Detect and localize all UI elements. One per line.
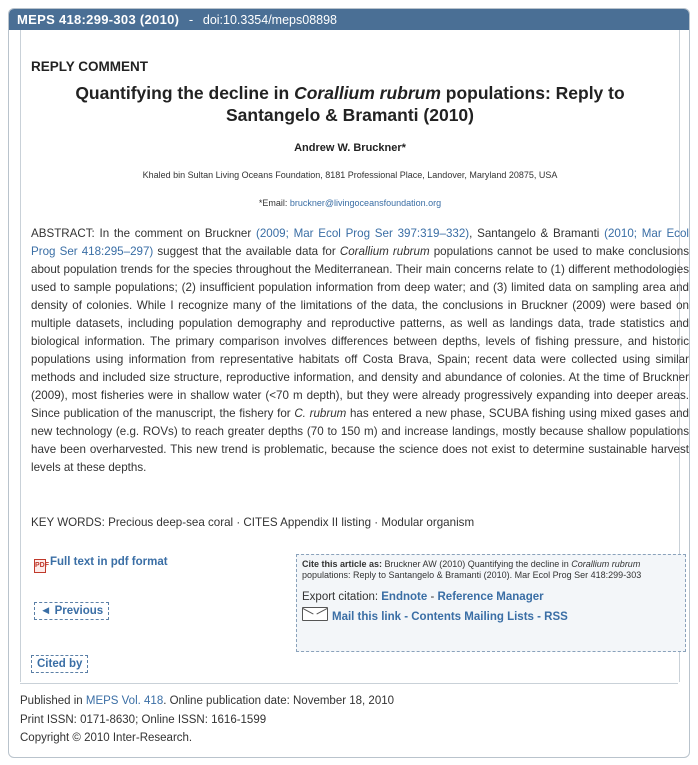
article-page bbox=[8, 8, 690, 758]
abstract bbox=[31, 225, 689, 477]
abstract-species-1: Corallium rubrum bbox=[339, 245, 430, 258]
pdf-link-label: Full text in pdf format bbox=[50, 556, 168, 568]
abstract-text-3: suggest that the available data for bbox=[153, 245, 340, 258]
footer-divider bbox=[20, 683, 678, 684]
header-separator: - bbox=[188, 12, 194, 27]
contents-mailing-lists-link[interactable]: Contents Mailing Lists bbox=[411, 611, 534, 623]
title-part-1: Quantifying the decline in bbox=[75, 83, 295, 103]
mail-separator-1: - bbox=[401, 611, 412, 623]
affiliation: Khaled bin Sultan Living Oceans Foundation, 8181 Professional Place, Landover, Maryland 20875, USA bbox=[142, 170, 558, 180]
citation-text-2: populations: Reply to Santangelo & Bramanti (2010). Mar Ecol Prog Ser 418:299-303 bbox=[302, 570, 642, 580]
published-text-1: Published in bbox=[20, 695, 86, 707]
email-link[interactable]: bruckner@livingoceansfoundation.org bbox=[289, 198, 442, 208]
email-line bbox=[21, 198, 679, 208]
email-label: *Email: bbox=[258, 198, 290, 208]
volume-link[interactable]: MEPS Vol. 418 bbox=[85, 695, 164, 707]
abstract-text-4: populations cannot be used to make conclusions about population trends for the species throughout the Mediterranean. Their main concerns relate to (1) different methodologies used to sample populations; (2) insufficient population information from deep water; and (3) limited data on sampling area and density of colonies. While I recognize many of the limitations of the data, the conclusions in Bruckner (2009) were based on multiple datasets, including population demography and reproductive patterns, as well as landings data, trade statistics and biological information. The primary comparison involves differences between depths, levels of fishing pressure, and historic populations using information from representative habitats off Costa Brava, Spain; recent data were collected using similar methods and included size structure, reproductive information, and density and abundance of colonies. At the time of Bruckner (2009), most fisheries were in shallow water (<70 m depth), but they were already progressively expanding into deeper areas. Since publication of the manuscript, the fishery for bbox=[31, 245, 690, 420]
header-bar bbox=[9, 9, 689, 30]
cited-by-button[interactable]: Cited by bbox=[31, 655, 88, 673]
article-type: REPLY COMMENT bbox=[31, 59, 149, 74]
reference-manager-link[interactable]: Reference Manager bbox=[437, 591, 544, 603]
abstract-species-2: C. rubrum bbox=[294, 407, 347, 420]
citation-text bbox=[297, 555, 685, 581]
pdf-icon: PDF bbox=[34, 559, 46, 573]
export-citation bbox=[297, 581, 685, 603]
title-part-2: populations: Reply to bbox=[440, 83, 625, 103]
endnote-link[interactable]: Endnote bbox=[381, 591, 428, 603]
citation-label: Cite this article as: bbox=[302, 559, 383, 569]
citation-text-1: Bruckner AW (2010) Quantifying the decline in bbox=[382, 559, 572, 569]
issn-info: Print ISSN: 0171-8630; Online ISSN: 1616-1599 bbox=[20, 713, 267, 726]
footer bbox=[20, 692, 394, 748]
mail-links bbox=[297, 603, 685, 623]
rss-link[interactable]: RSS bbox=[544, 611, 568, 623]
citation-species: Corallium rubrum bbox=[571, 559, 641, 569]
title-species: Corallium rubrum bbox=[294, 83, 441, 103]
publication-info bbox=[20, 692, 394, 711]
abstract-text-5: has entered a new phase, SCUBA fishing using mixed gases and new technology (e.g. ROVs) to reach greater depths (70 to 150 m) and increase landings, mostly because shallow populations have been overharvested. This new trend is problematic, because the science does not exist to determine sustainable harvest levels at these depths. bbox=[31, 407, 689, 474]
doi: doi:10.3354/meps08898 bbox=[202, 13, 338, 27]
article-content bbox=[20, 30, 690, 682]
journal-citation: MEPS 418:299-303 (2010) bbox=[17, 12, 180, 27]
envelope-icon bbox=[302, 607, 328, 621]
pdf-link[interactable] bbox=[34, 556, 168, 573]
copyright: Copyright © 2010 Inter-Research. bbox=[20, 732, 193, 744]
reference-link-santangelo-2010[interactable]: (2010; Mar Ecol Prog Ser 418:295–297) bbox=[31, 227, 689, 258]
keywords: KEY WORDS: Precious deep-sea coral · CITES Appendix II listing · Modular organism bbox=[31, 516, 475, 529]
mail-this-link[interactable]: Mail this link bbox=[332, 611, 402, 623]
export-label: Export citation: bbox=[302, 591, 382, 603]
export-separator: - bbox=[427, 591, 438, 603]
title-line-2: Santangelo & Bramanti (2010) bbox=[226, 105, 474, 125]
citation-box bbox=[296, 554, 686, 652]
previous-button[interactable]: ◄ Previous bbox=[34, 602, 109, 620]
article-title bbox=[21, 82, 679, 126]
author: Andrew W. Bruckner* bbox=[294, 142, 406, 154]
reference-link-bruckner-2009[interactable]: (2009; Mar Ecol Prog Ser 397:319–332) bbox=[255, 227, 470, 240]
mail-separator-2: - bbox=[533, 611, 545, 623]
published-text-2: . Online publication date: November 18, 2010 bbox=[163, 695, 395, 707]
abstract-text-1: ABSTRACT: In the comment on Bruckner bbox=[31, 227, 256, 240]
abstract-text-2: , Santangelo & Bramanti bbox=[469, 227, 605, 240]
